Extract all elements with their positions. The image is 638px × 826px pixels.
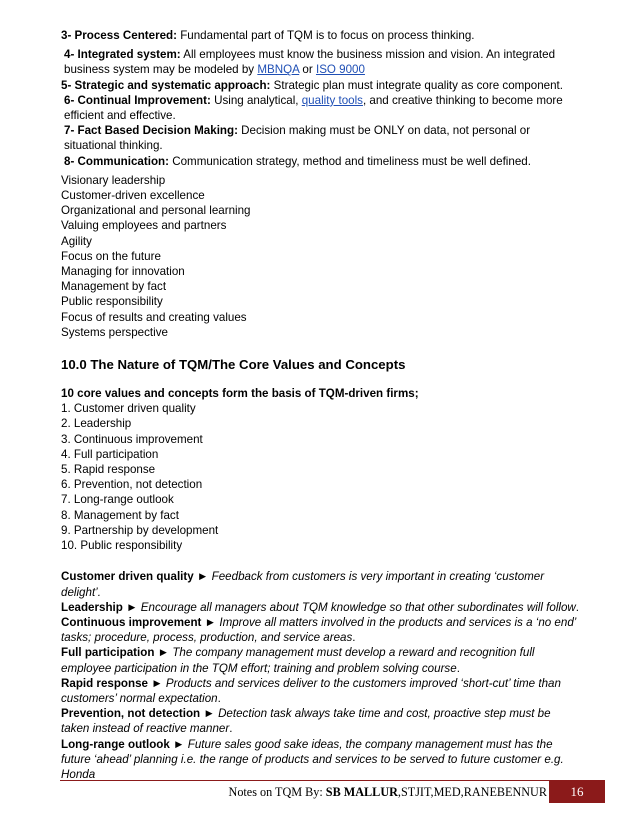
page-footer	[60, 780, 605, 803]
description-item	[61, 600, 581, 615]
principle-text: , and creative thinking to become more efficient and effective.	[64, 93, 563, 123]
list-item: 8. Management by fact	[61, 508, 179, 522]
core-values-list	[61, 401, 581, 553]
list-item: Management by fact	[61, 280, 167, 294]
description-item	[61, 645, 581, 675]
principle-label: 7- Fact Based Decision Making:	[64, 124, 238, 138]
description-tail: .	[217, 691, 221, 705]
principle-label: 4- Integrated system:	[64, 48, 181, 62]
description-text: The company management must develop a reward and recognition full employee participation in the TQM effort; training and problem solving course	[61, 646, 535, 675]
list-item: 7. Long-range outlook	[61, 493, 174, 507]
core-value-descriptions	[61, 569, 581, 782]
description-tail: .	[352, 631, 356, 645]
list-item: 3. Continuous improvement	[61, 432, 203, 446]
footer-author: SB MALLUR	[325, 785, 398, 799]
description-text: Feedback from customers is very important in creating ‘customer delight’.	[61, 570, 545, 599]
iso-9000-link[interactable]: ISO 9000	[315, 63, 365, 77]
principle-label: 3- Process Centered:	[61, 29, 177, 42]
section-heading: 10.0 The Nature of TQM/The Core Values and Concepts	[61, 357, 406, 373]
description-item	[61, 569, 581, 599]
list-item: Managing for innovation	[61, 265, 185, 279]
principle-label: 5- Strategic and systematic approach:	[61, 78, 271, 92]
principle-8	[61, 154, 581, 169]
core-intro	[61, 386, 581, 401]
list-item: Agility	[61, 234, 92, 248]
description-tail: .	[575, 600, 580, 614]
list-item: 10. Public responsibility	[61, 539, 183, 553]
principle-label: 6- Continual Improvement:	[64, 93, 211, 107]
list-item: Focus of results and creating values	[61, 310, 247, 324]
list-item: Organizational and personal learning	[61, 204, 251, 218]
principle-text: Fundamental part of TQM is to focus on process thinking.	[176, 29, 475, 42]
description-text: Encourage all managers about TQM knowledge so that other subordinates will follow	[140, 600, 576, 614]
description-text: Future sales good sake ideas, the company management must has the future ‘ahead’ planning i.e. the range of products and services to be served to future customer e.g. Honda	[61, 737, 564, 781]
footer-suffix: ,STJIT,MED,RANEBENNUR	[397, 785, 547, 799]
list-item: 2. Leadership	[61, 417, 132, 431]
principle-text: Decision making must be ONLY on data, not personal or situational thinking.	[64, 124, 531, 153]
description-tail: .	[229, 722, 233, 736]
footer-text	[229, 785, 547, 800]
principle-text: All employees must know the business mission and vision. An integrated business system may be modeled by	[64, 48, 556, 77]
description-item	[61, 737, 581, 783]
principle-text: or	[299, 63, 316, 77]
quality-tools-link[interactable]: quality tools	[301, 93, 363, 107]
list-item: Focus on the future	[61, 249, 161, 263]
description-tail: .	[456, 661, 460, 675]
principle-text: Using analytical,	[210, 93, 302, 107]
core-intro-text: 10 core values and concepts form the basis of TQM-driven firms;	[61, 387, 419, 401]
list-item: 6. Prevention, not detection	[61, 478, 203, 492]
description-text: Improve all matters involved in the products and services is a ‘no end’ tasks; procedure, process, production, and service areas	[61, 615, 576, 645]
principle-text: Strategic plan must integrate quality as core component.	[270, 78, 563, 92]
list-item: 9. Partnership by development	[61, 523, 219, 537]
description-term: Rapid response ►	[61, 676, 166, 690]
principle-label: 8- Communication:	[64, 154, 169, 168]
list-item: 5. Rapid response	[61, 463, 156, 477]
list-item: Visionary leadership	[61, 173, 166, 187]
description-item	[61, 706, 581, 736]
description-item	[61, 676, 581, 706]
list-item: 1. Customer driven quality	[61, 402, 196, 416]
values-list	[61, 173, 581, 340]
description-term: Prevention, not detection ►	[61, 707, 219, 721]
mbnqa-link[interactable]: MBNQA	[257, 63, 300, 77]
list-item: Valuing employees and partners	[61, 219, 227, 233]
footer-prefix: Notes on TQM By:	[228, 785, 326, 799]
page-content	[61, 28, 581, 782]
description-text: Detection task always take time and cost, proactive step must be taken instead of reactive manner	[61, 707, 551, 736]
list-item: Systems perspective	[61, 325, 168, 339]
page-number: 16	[549, 781, 605, 803]
principle-3	[61, 28, 581, 43]
principle-7	[61, 123, 581, 153]
description-term: Leadership ►	[61, 600, 141, 614]
principle-6	[61, 93, 581, 123]
principle-text: Communication strategy, method and timeliness must be well defined.	[169, 154, 531, 168]
principle-5	[61, 78, 581, 93]
list-item: 4. Full participation	[61, 447, 159, 461]
list-item: Customer-driven excellence	[61, 189, 205, 203]
principle-4	[61, 47, 581, 77]
description-term: Continuous improvement ►	[61, 615, 220, 629]
description-item	[61, 615, 581, 645]
list-item: Public responsibility	[61, 295, 163, 309]
description-term: Full participation ►	[61, 646, 173, 660]
description-term: Customer driven quality ►	[61, 570, 212, 584]
description-term: Long-range outlook ►	[61, 737, 188, 751]
description-text: Products and services deliver to the customers improved ‘short-cut’ time than customers’ normal expectation	[61, 676, 561, 705]
